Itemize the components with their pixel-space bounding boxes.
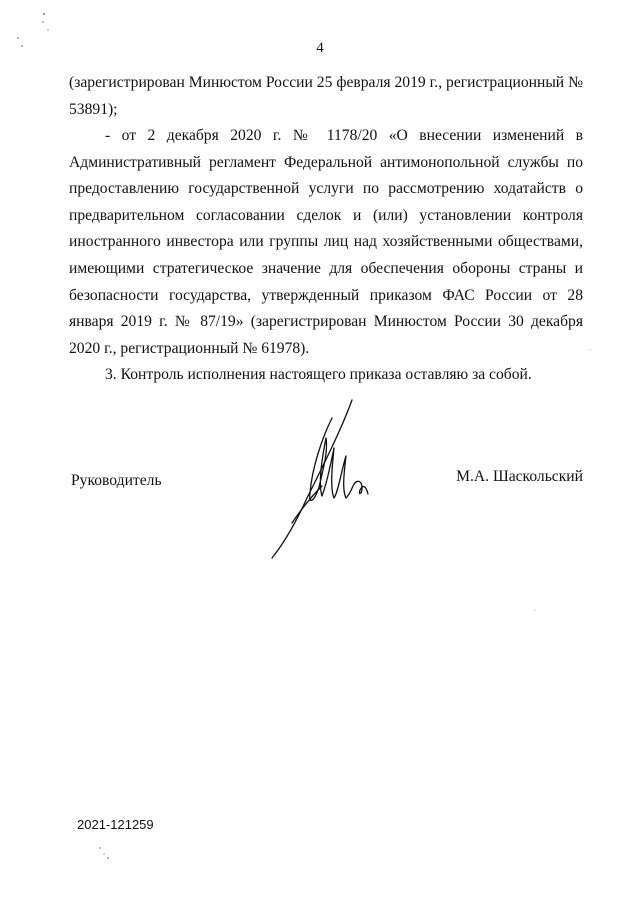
- signer-name: М.А. Шаскольский: [456, 468, 583, 485]
- signer-position: Руководитель: [71, 472, 162, 489]
- page-number: 4: [316, 40, 324, 56]
- document-code: 2021-121259: [77, 817, 154, 832]
- paragraph-registration: (зарегистрирован Минюстом России 25 февраля 2019 г., регистрационный № 53891);: [69, 74, 583, 118]
- paragraph-control: 3. Контроль исполнения настоящего приказа оставляю за собой.: [105, 366, 532, 383]
- paragraph-amendment: - от 2 декабря 2020 г. № 1178/20 «О внесении изменений в Административный регламент Федеральной антимонопольной службы по предоставлению государственной услуги по рассмотрению ходатайств о предварительном согласовании сделок и (или) установлении контроля иностранного инвестора или группы лиц над хозяйственными обществами, имеющими стратегическое значение для обеспечения обороны страны и безопасности государства, утвержденный приказом ФАС России от 28 января 2019 г. № 87/19» (зарегистрирован Минюстом России 30 декабря 2020 г., регистрационный № 61978).: [69, 127, 583, 357]
- handwritten-signature: [262, 398, 382, 560]
